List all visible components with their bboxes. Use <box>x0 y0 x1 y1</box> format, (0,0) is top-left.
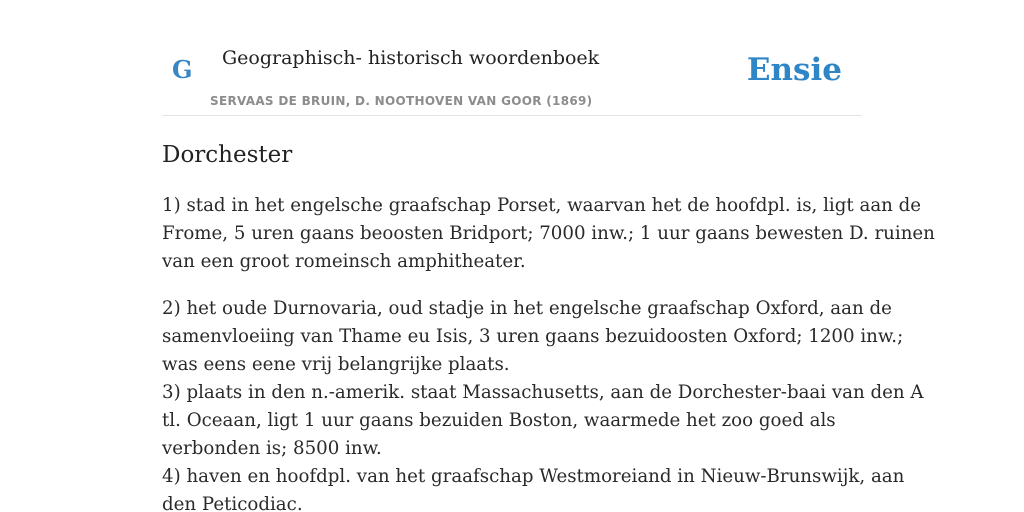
definition-line: den Peticodiac. <box>162 494 303 512</box>
definition-paragraph <box>162 295 924 512</box>
definition-line: 2) het oude Durnovaria, oud stadje in het engelsche graafschap Oxford, aan de <box>162 298 892 319</box>
dictionary-authors: SERVAAS DE BRUIN, D. NOOTHOVEN VAN GOOR (1869) <box>210 94 593 108</box>
dictionary-book-icon[interactable]: G <box>172 55 193 84</box>
definition-line: tl. Oceaan, ligt 1 uur gaans bezuiden Boston, waarmede het zoo goed als <box>162 410 836 431</box>
entry-definition <box>162 192 935 512</box>
definition-paragraph <box>162 192 935 276</box>
definition-line: was eens eene vrij belangrijke plaats. <box>162 354 510 375</box>
definition-line: verbonden is; 8500 inw. <box>162 438 382 459</box>
definition-line: 1) stad in het engelsche graafschap Porset, waarvan het de hoofdpl. is, ligt aan de <box>162 195 922 216</box>
ensie-logo-link[interactable]: Ensie <box>746 52 842 88</box>
entry-title: Dorchester <box>162 142 293 168</box>
definition-line: 4) haven en hoofdpl. van het graafschap Westmoreiand in Nieuw-Brunswijk, aan <box>162 466 905 487</box>
dictionary-title-link[interactable]: Geographisch- historisch woordenboek <box>222 47 600 69</box>
definition-line: 3) plaats in den n.-amerik. staat Massachusetts, aan de Dorchester-baai van den A <box>162 382 924 403</box>
dictionary-header <box>162 36 862 116</box>
definition-line: samenvloeiing van Thame eu Isis, 3 uren gaans bezuidoosten Oxford; 1200 inw.; <box>162 326 904 347</box>
definition-line: Frome, 5 uren gaans beoosten Bridport; 7000 inw.; 1 uur gaans bewesten D. ruinen <box>162 223 935 244</box>
definition-line: van een groot romeinsch amphitheater. <box>162 251 526 272</box>
